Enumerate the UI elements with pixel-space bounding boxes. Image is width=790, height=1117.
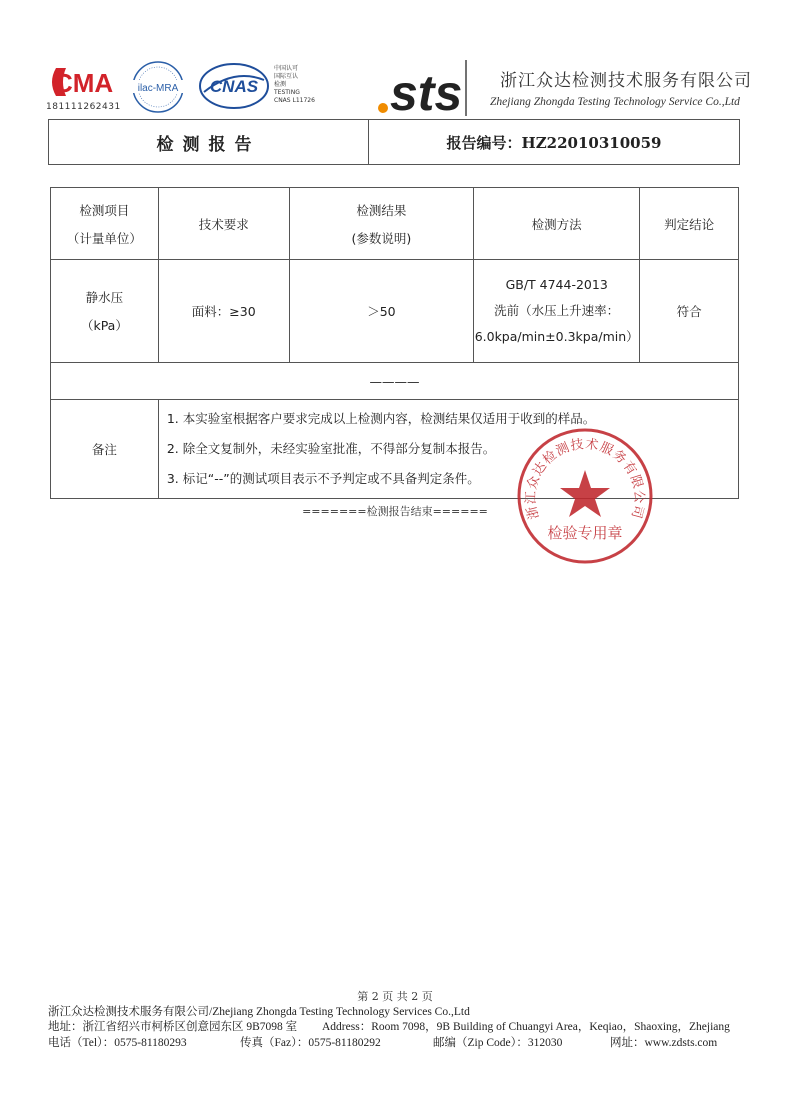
company-name-en: Zhejiang Zhongda Testing Technology Service Co.,Ltd	[490, 96, 740, 108]
note-item: 2. 除全文复制外，未经实验室批准，不得部分复制本报告。	[166, 441, 496, 456]
cell-item-name: 静水压	[85, 290, 124, 305]
footer-address-en: Address：Room 7098，9B Building of Chuangyi Area，Keqiao，Shaoxing，Zhejiang	[322, 1021, 730, 1033]
note-item: 3. 标记“--”的测试项目表示不予判定或不具备判定条件。	[166, 471, 480, 486]
stamp-ring-text: 浙江众达检测技术服务有限公司	[523, 437, 647, 521]
sts-text: sts	[390, 65, 463, 120]
page-number: 第 2 页 共 2 页	[357, 990, 433, 1003]
report-number: 报告编号：HZ22010310059	[446, 133, 662, 152]
footer-tel: 电话（Tel）：0575-81180293	[48, 1037, 187, 1049]
header-item-unit: （计量单位）	[66, 230, 142, 246]
cell-item	[51, 260, 159, 363]
title-bar	[48, 119, 740, 165]
cell-method-rate: 6.0kpa/min±0.3kpa/min）	[474, 329, 639, 344]
report-end-marker: =======检测报告结束======	[302, 505, 488, 518]
notes-label: 备注	[51, 400, 159, 499]
footer-fax: 传真（Faz）：0575-81180292	[240, 1037, 381, 1049]
header-item-label: 检测项目	[79, 202, 130, 218]
header-result-label: 检测结果	[356, 202, 407, 218]
cnas-accreditation-text	[274, 65, 315, 105]
ilac-text: ilac-MRA	[137, 83, 179, 94]
cnas-line: 国际互认	[274, 73, 299, 80]
empty-row-dash: ————	[51, 363, 739, 400]
company-name-cn: 浙江众达检测技术服务有限公司	[500, 71, 752, 91]
cell-method-condition: 洗前（水压上升速率：	[494, 303, 620, 318]
stamp-center-text: 检验专用章	[547, 524, 623, 542]
cnas-text: CNAS	[209, 77, 259, 96]
header-result-note: (参数说明)	[351, 230, 412, 246]
cma-number: 181111262431	[46, 102, 121, 112]
cell-item-unit: （kPa）	[80, 318, 128, 333]
footer-website: 网址：www.zdsts.com	[610, 1037, 718, 1049]
footer-address-cn: 地址：浙江省绍兴市柯桥区创意园东区 9B7098 室	[48, 1021, 298, 1033]
cnas-line: 检测	[274, 81, 287, 88]
header-item	[51, 188, 159, 260]
table-header-row	[51, 188, 739, 260]
official-stamp	[515, 426, 655, 566]
note-item: 1. 本实验室根据客户要求完成以上检测内容，检测结果仅适用于收到的样品。	[166, 411, 596, 426]
header-conclusion: 判定结论	[640, 188, 739, 260]
cnas-line: 中国认可	[274, 65, 299, 72]
cell-requirement: 面料：≥30	[158, 260, 289, 363]
cell-result: ＞50	[289, 260, 474, 363]
sts-logo	[376, 56, 472, 120]
stamp-star-icon	[560, 470, 610, 517]
table-empty-row	[51, 363, 739, 400]
report-title: 检测报告	[49, 120, 369, 164]
header-result	[289, 188, 474, 260]
footer-company: 浙江众达检测技术服务有限公司/Zhejiang Zhongda Testing Technology Services Co.,Ltd	[48, 1006, 470, 1018]
cell-conclusion: 符合	[640, 260, 739, 363]
header-requirement: 技术要求	[158, 188, 289, 260]
header-method: 检测方法	[474, 188, 640, 260]
cnas-line: CNAS L11726	[274, 97, 315, 104]
ilac-mra-logo	[128, 60, 188, 114]
cell-method	[474, 260, 640, 363]
footer-zip: 邮编（Zip Code）：312030	[433, 1037, 563, 1049]
cnas-logo	[198, 62, 270, 110]
footer-contact-line	[48, 1034, 743, 1048]
cma-text: CMA	[54, 68, 114, 98]
table-row	[51, 260, 739, 363]
cnas-line: TESTING	[274, 89, 300, 96]
footer-address-line	[48, 1018, 743, 1032]
cell-method-standard: GB/T 4744-2013	[505, 277, 608, 292]
